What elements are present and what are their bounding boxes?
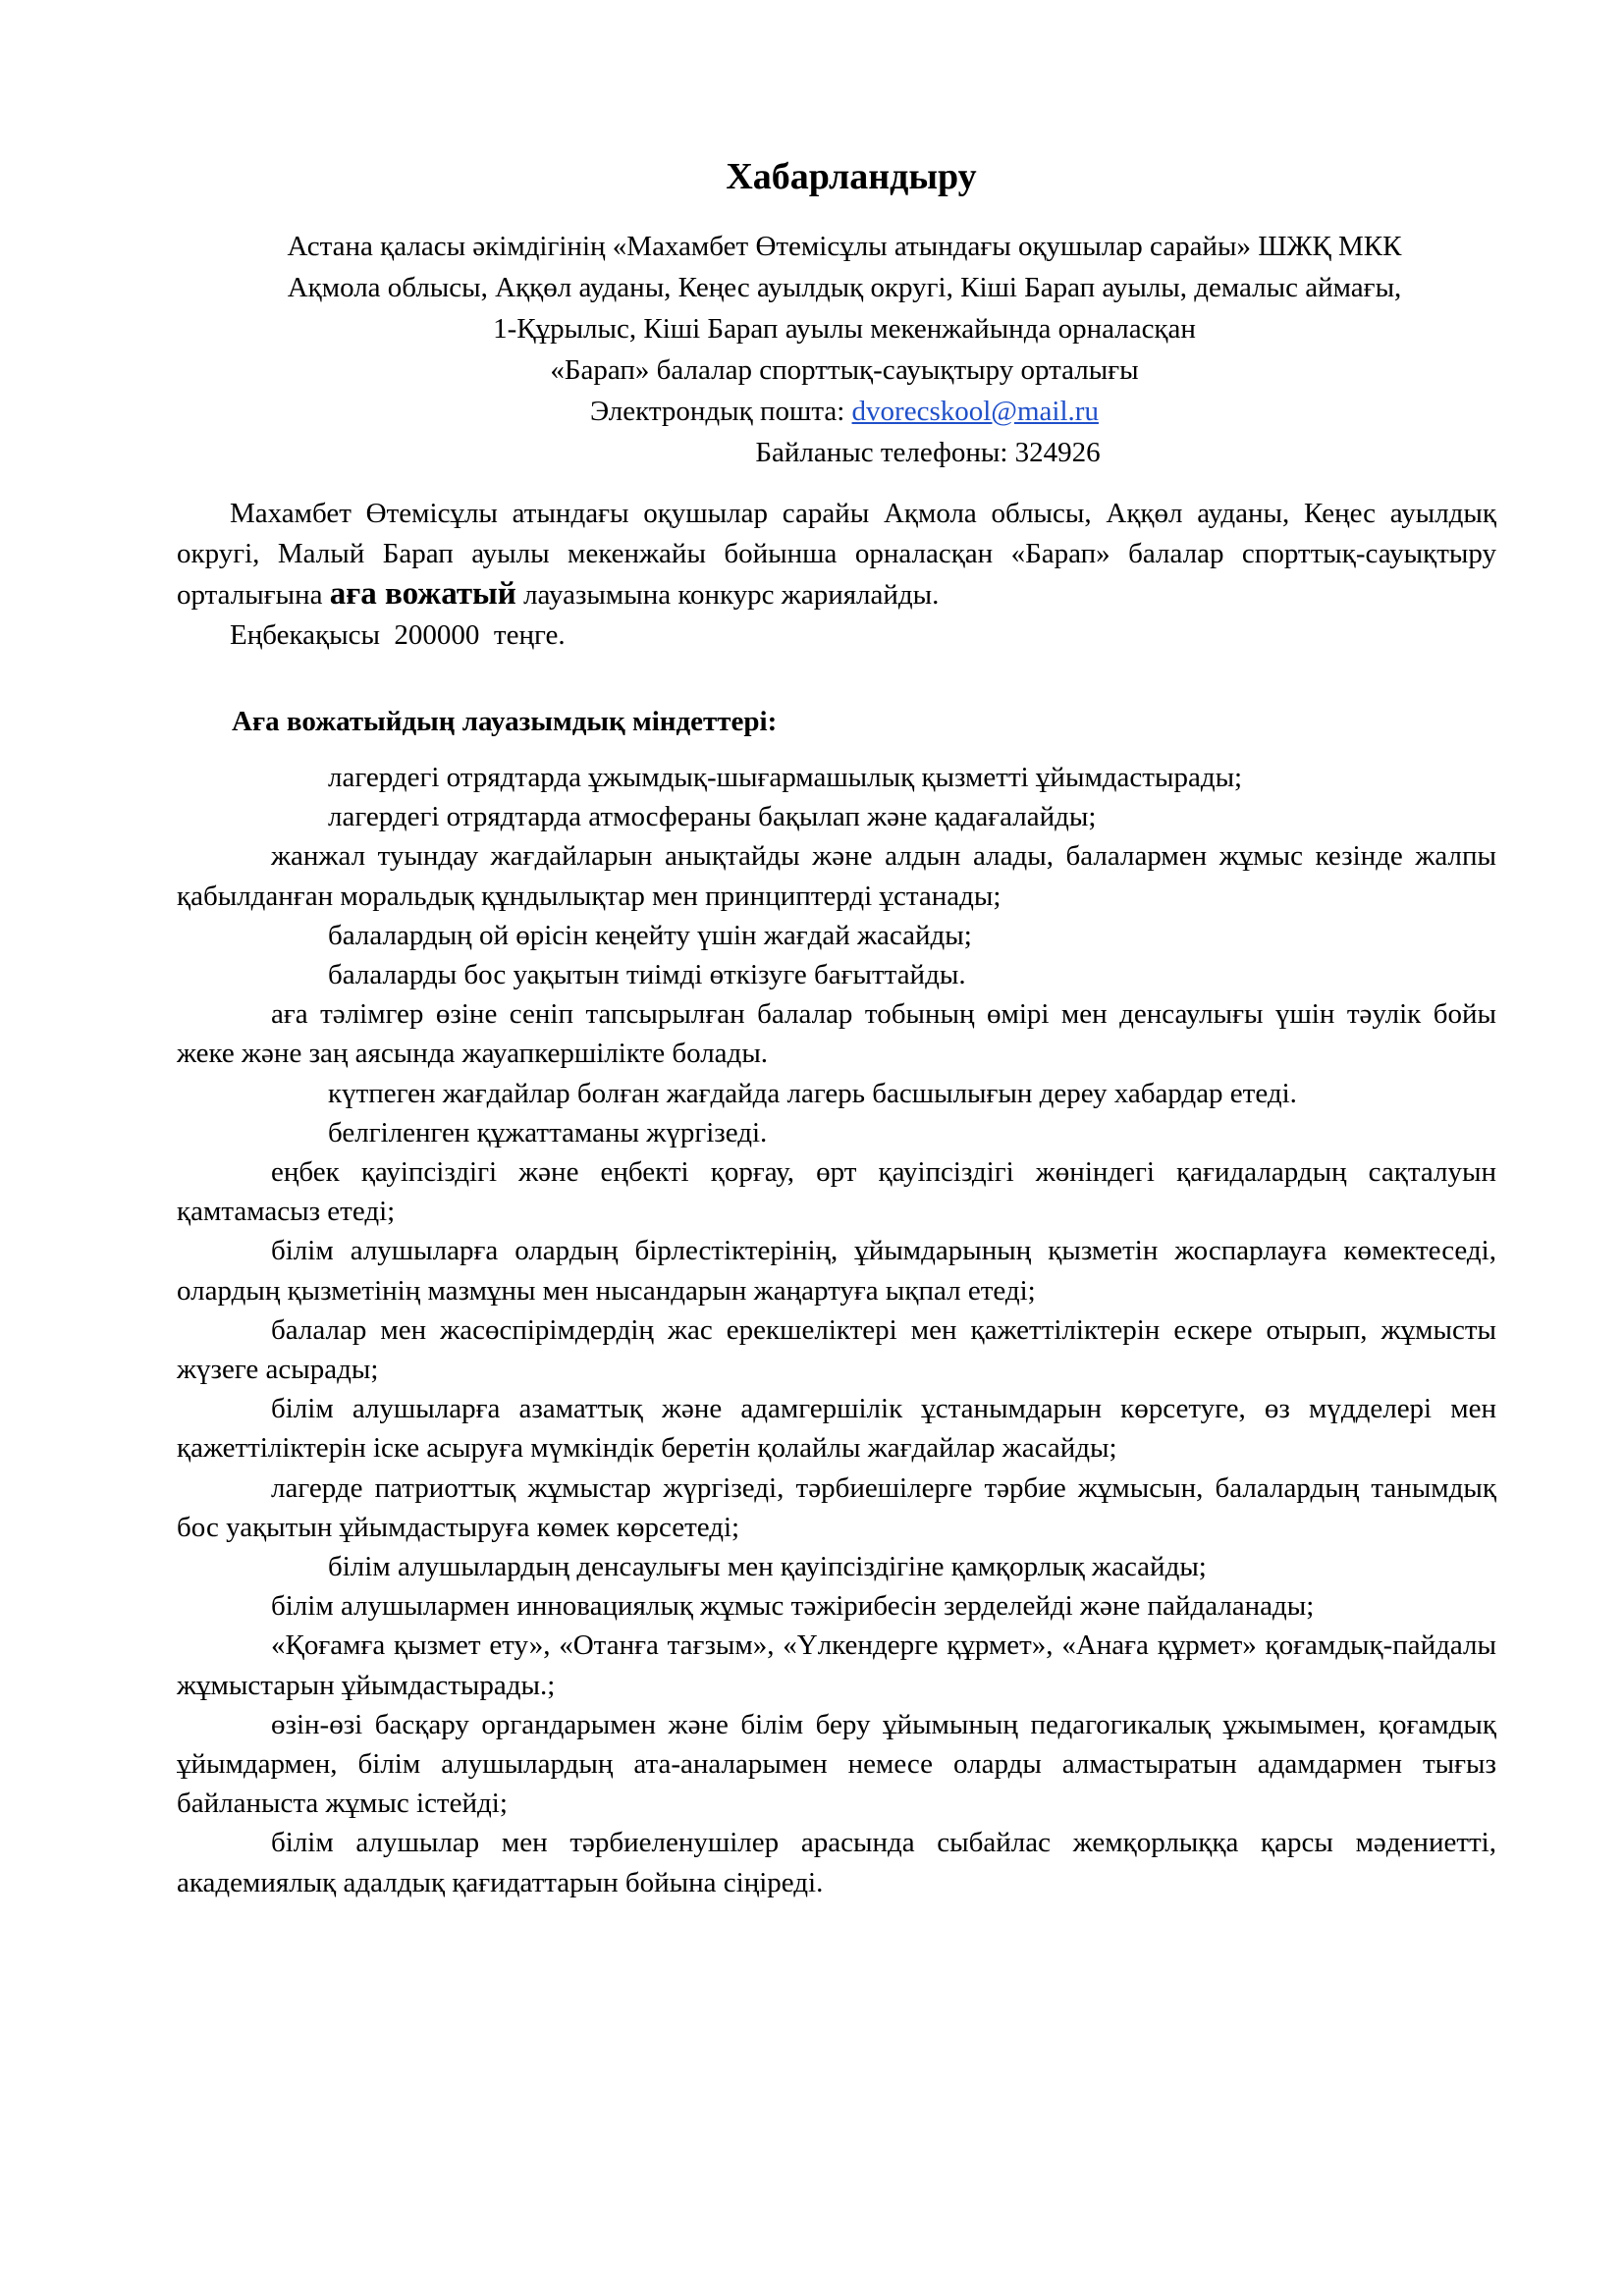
duty-item: жанжал туындау жағдайларын анықтайды және алдын алады, балалармен жұмыс кезінде жалпы қабылданған моральдық құндылықтар мен принциптерді ұстанады; xyxy=(177,840,1496,912)
duty-item: күтпеген жағдайлар болған жағдайда лагерь басшылығын дереу хабардар етеді. xyxy=(328,1077,1297,1109)
email-link[interactable]: dvorecskool@mail.ru xyxy=(851,396,1099,427)
duty-item: лагердегі отрядтарда атмосфераны бақылап және қадағалайды; xyxy=(328,801,1097,833)
header-line: Астана қаласы әкімдігінің «Махамбет Өтемісұлы атындағы оқушылар сарайы» ШЖҚ МКК xyxy=(287,231,1402,262)
announcement-intro xyxy=(177,494,1496,656)
intro-text: Махамбет Өтемісұлы атындағы оқушылар сарайы Ақмола облысы, Аққөл ауданы, Кеңес ауылдық округі, Малый Барап ауылы мекенжайы бойынша орналасқан «Барап» балалар спорттық-сауықтыру орталығына xyxy=(177,498,1496,611)
email-line xyxy=(177,391,1512,432)
phone-line: Байланыс телефоны: 324926 xyxy=(755,437,1101,468)
duty-item: білім алушылармен инновациялық жұмыс тәжірибесін зерделейді және пайдаланады; xyxy=(271,1590,1315,1623)
position-name: аға вожатый xyxy=(329,576,516,612)
document-title: Хабарландыру xyxy=(726,156,977,197)
duties-list xyxy=(177,758,1496,1902)
organization-header xyxy=(177,226,1512,473)
duty-item: білім алушылар мен тәрбиеленушілер арасында сыбайлас жемқорлыққа қарсы мәдениетті, академиялық адалдық қағидаттарын бойына сіңіреді. xyxy=(177,1827,1496,1898)
duties-heading: Аға вожатыйдың лауазымдық міндеттері: xyxy=(232,706,778,737)
intro-text-end: лауазымына конкурс жариялайды. xyxy=(515,579,940,611)
duty-item: балалар мен жасөспірімдердің жас ерекшеліктері мен қажеттіліктерін ескере отырып, жұмысты жүзеге асырады; xyxy=(177,1313,1496,1386)
duty-item: «Қоғамға қызмет ету», «Отанға тағзым», «Үлкендерге құрмет», «Анаға құрмет» қоғамдық-пайдалы жұмыстарын ұйымдастырады.; xyxy=(177,1629,1496,1701)
salary-line: Еңбекақысы 200000 теңге. xyxy=(230,619,566,651)
header-line: «Барап» балалар спорттық-сауықтыру орталығы xyxy=(550,354,1139,386)
intro-paragraph xyxy=(177,494,1496,615)
duty-item: аға тәлімгер өзіне сеніп тапсырылған балалар тобының өмірі мен денсаулығы үшін тәулік бойы жеке және заң аясында жауапкершілікте болады. xyxy=(177,998,1496,1070)
duty-item: балаларды бос уақытын тиімді өткізуге бағыттайды. xyxy=(328,959,966,991)
header-line: 1-Құрылыс, Кіші Барап ауылы мекенжайында орналасқан xyxy=(493,313,1196,345)
email-label: Электрондық пошта: xyxy=(590,396,852,427)
duty-item: белгіленген құжаттаманы жүргізеді. xyxy=(328,1116,768,1148)
duty-item: лагерде патриоттық жұмыстар жүргізеді, тәрбиешілерге тәрбие жұмысын, балалардың танымдық бос уақытын ұйымдастыруға көмек көрсетеді; xyxy=(177,1471,1496,1543)
duty-item: балалардың ой өрісін кеңейту үшін жағдай жасайды; xyxy=(328,919,972,951)
duty-item: лагердегі отрядтарда ұжымдық-шығармашылық қызметті ұйымдастырады; xyxy=(328,762,1243,793)
duty-item: өзін-өзі басқару органдарымен және білім беру ұйымының педагогикалық ұжымымен, қоғамдық ұйымдармен, білім алушылардың ата-аналарымен немесе оларды алмастыратын адамдармен тығыз байланыста жұмыс істейді; xyxy=(177,1708,1496,1820)
duty-item: білім алушыларға азаматтық және адамгершілік ұстанымдарын көрсетуге, өз мүдделері мен қажеттіліктерін іске асыруға мүмкіндік беретін қолайлы жағдайлар жасайды; xyxy=(177,1393,1496,1465)
duty-item: білім алушыларға олардың бірлестіктерінің, ұйымдарының қызметін жоспарлауға көмектеседі, олардың қызметінің мазмұны мен нысандарын жаңартуға ықпал етеді; xyxy=(177,1235,1496,1307)
header-line: Ақмола облысы, Аққөл ауданы, Кеңес ауылдық округі, Кіші Барап ауылы, демалыс аймағы, xyxy=(287,272,1402,303)
duty-item: еңбек қауіпсіздігі және еңбекті қорғау, өрт қауіпсіздігі жөніндегі қағидалардың сақталуын қамтамасыз етеді; xyxy=(177,1156,1496,1228)
duty-item: білім алушылардың денсаулығы мен қауіпсіздігіне қамқорлық жасайды; xyxy=(328,1551,1207,1583)
